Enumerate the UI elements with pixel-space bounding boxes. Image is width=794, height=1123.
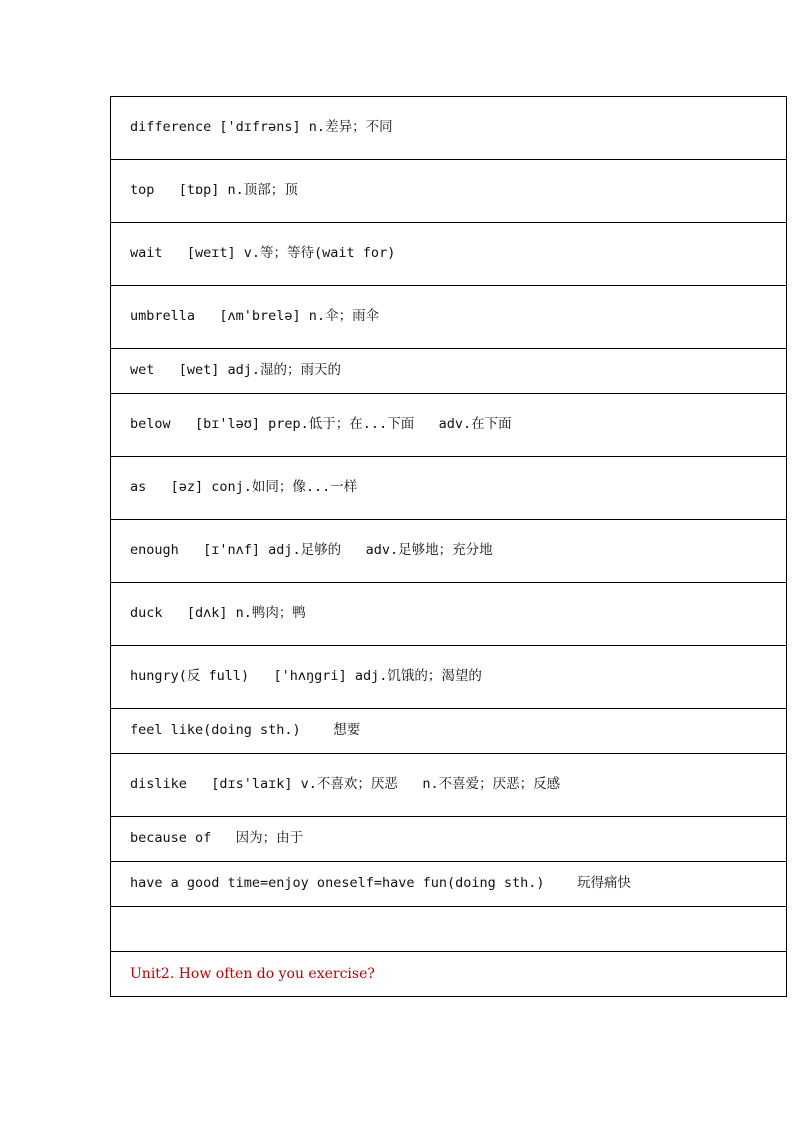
vocab-entry: feel like(doing sth.) 想要: [130, 722, 361, 739]
vocab-row-hungry: [111, 646, 786, 709]
vocab-row-because-of: [111, 817, 786, 862]
vocab-entry: because of 因为；由于: [130, 830, 304, 847]
vocabulary-table: [110, 96, 787, 997]
vocab-row-top: [111, 160, 786, 223]
empty-row: [111, 907, 786, 952]
vocab-row-umbrella: [111, 286, 786, 349]
vocab-entry: top [tɒp] n.顶部；顶: [130, 182, 298, 199]
vocab-row-as: [111, 457, 786, 520]
vocab-row-difference: [111, 97, 786, 160]
vocab-entry: below [bɪ'ləʊ] prep.低于；在...下面 adv.在下面: [130, 416, 512, 433]
vocab-row-have-a-good-time: [111, 862, 786, 907]
unit-heading-row: [111, 952, 786, 997]
vocab-entry: duck [dʌk] n.鸭肉；鸭: [130, 605, 306, 622]
vocab-row-duck: [111, 583, 786, 646]
vocab-entry: hungry(反 full) ['hʌŋgri] adj.饥饿的；渴望的: [130, 668, 482, 685]
vocab-entry: wait [weɪt] v.等；等待(wait for): [130, 245, 396, 262]
unit-heading: Unit2. How often do you exercise?: [130, 966, 375, 982]
vocab-entry: umbrella [ʌm'brelə] n.伞；雨伞: [130, 308, 380, 325]
vocab-entry: wet [wet] adj.湿的；雨天的: [130, 362, 342, 379]
vocab-row-wet: [111, 349, 786, 394]
vocab-entry: difference ['dɪfrəns] n.差异；不同: [130, 119, 393, 136]
vocab-entry: dislike [dɪs'laɪk] v.不喜欢；厌恶 n.不喜爱；厌恶；反感: [130, 776, 561, 793]
vocab-entry: as [əz] conj.如同；像...一样: [130, 479, 358, 496]
vocab-entry: have a good time=enjoy oneself=have fun(doing sth.) 玩得痛快: [130, 875, 632, 892]
vocab-row-dislike: [111, 754, 786, 817]
vocab-row-enough: [111, 520, 786, 583]
vocab-row-below: [111, 394, 786, 457]
vocab-row-feel-like: [111, 709, 786, 754]
vocab-entry: enough [ɪ'nʌf] adj.足够的 adv.足够地；充分地: [130, 542, 493, 559]
vocab-row-wait: [111, 223, 786, 286]
